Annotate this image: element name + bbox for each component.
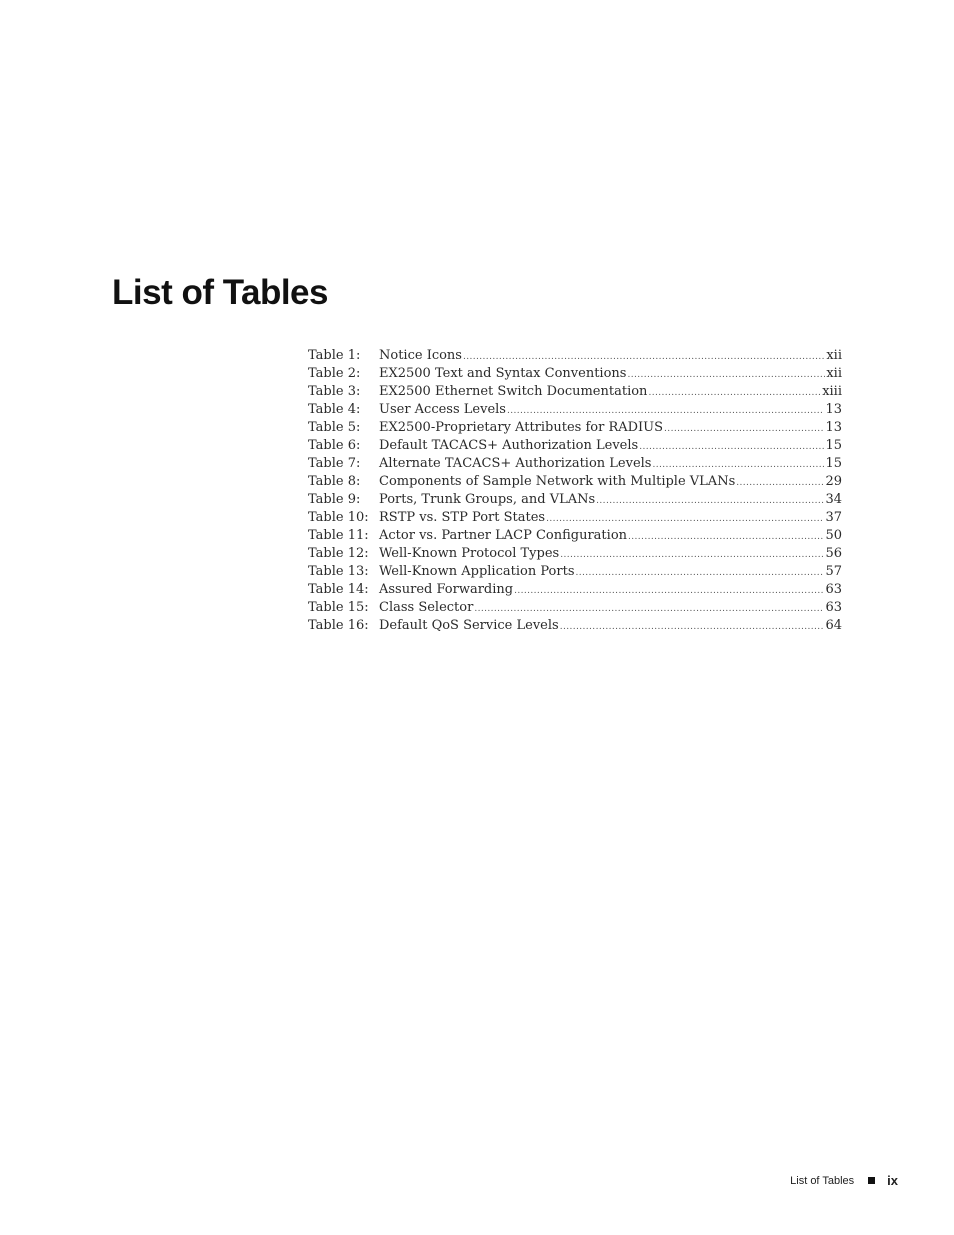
dot-leader <box>560 546 824 564</box>
toc-entry-number: Table 6: <box>308 438 361 453</box>
toc-entry-number: Table 3: <box>308 384 361 399</box>
toc-entry-number: Table 13: <box>308 564 369 579</box>
dot-leader <box>474 600 824 618</box>
toc-entry-page[interactable]: 29 <box>825 474 842 489</box>
toc-entry[interactable] <box>308 527 842 545</box>
toc-entry-number: Table 16: <box>308 618 369 633</box>
toc-entry-number: Table 15: <box>308 600 369 615</box>
toc-entry-number: Table 11: <box>308 528 369 543</box>
toc-entry-title[interactable]: Components of Sample Network with Multiple VLANs <box>379 474 736 489</box>
toc-entry-page[interactable]: 57 <box>825 564 842 579</box>
toc-entry-page[interactable]: 50 <box>825 528 842 543</box>
toc-entry-page[interactable]: 64 <box>825 618 842 633</box>
toc-entry-number: Table 10: <box>308 510 369 525</box>
toc-entry-title[interactable]: EX2500 Ethernet Switch Documentation <box>379 384 648 399</box>
toc-entry-number: Table 1: <box>308 348 361 363</box>
toc-entry-title[interactable]: Alternate TACACS+ Authorization Levels <box>379 456 652 471</box>
dot-leader <box>463 348 825 366</box>
dot-leader <box>507 402 824 420</box>
toc-entry-page[interactable]: 63 <box>825 600 842 615</box>
dot-leader <box>576 564 825 582</box>
dot-leader <box>628 528 824 546</box>
toc-entry-title[interactable]: Well-Known Application Ports <box>379 564 575 579</box>
toc-entry-page[interactable]: 15 <box>825 456 842 471</box>
dot-leader <box>736 474 824 492</box>
square-bullet-icon <box>868 1177 875 1184</box>
toc-entry[interactable] <box>308 563 842 581</box>
toc-entry-number: Table 7: <box>308 456 361 471</box>
toc-entry[interactable] <box>308 455 842 473</box>
toc-entry-number: Table 12: <box>308 546 369 561</box>
toc-entry-page[interactable]: 63 <box>825 582 842 597</box>
table-of-contents <box>308 347 842 635</box>
toc-entry-number: Table 8: <box>308 474 361 489</box>
toc-entry[interactable] <box>308 545 842 563</box>
toc-entry[interactable] <box>308 473 842 491</box>
page-title: List of Tables <box>112 273 328 312</box>
dot-leader <box>639 438 824 456</box>
dot-leader <box>546 510 824 528</box>
toc-entry[interactable] <box>308 383 842 401</box>
toc-entry-title[interactable]: Default QoS Service Levels <box>379 618 559 633</box>
page-footer <box>790 1173 898 1188</box>
dot-leader <box>652 456 824 474</box>
toc-entry-title[interactable]: Notice Icons <box>379 348 462 363</box>
toc-entry-page[interactable]: 13 <box>825 402 842 417</box>
footer-section-label: List of Tables <box>790 1174 855 1187</box>
toc-entry-page[interactable]: xii <box>826 348 842 363</box>
toc-entry[interactable] <box>308 581 842 599</box>
dot-leader <box>596 492 824 510</box>
toc-entry-number: Table 4: <box>308 402 361 417</box>
toc-entry-title[interactable]: EX2500-Proprietary Attributes for RADIUS <box>379 420 664 435</box>
toc-entry-page[interactable]: 13 <box>825 420 842 435</box>
dot-leader <box>648 384 821 402</box>
toc-entry-page[interactable]: 56 <box>825 546 842 561</box>
toc-entry[interactable] <box>308 365 842 383</box>
toc-entry[interactable] <box>308 419 842 437</box>
toc-entry-title[interactable]: Well-Known Protocol Types <box>379 546 560 561</box>
toc-entry[interactable] <box>308 401 842 419</box>
footer-page-number: ix <box>887 1173 898 1188</box>
dot-leader <box>560 618 825 636</box>
toc-entry-number: Table 2: <box>308 366 361 381</box>
toc-entry-number: Table 5: <box>308 420 361 435</box>
toc-entry-page[interactable]: 34 <box>825 492 842 507</box>
toc-entry[interactable] <box>308 491 842 509</box>
toc-entry-title[interactable]: Class Selector <box>379 600 474 615</box>
dot-leader <box>514 582 824 600</box>
toc-entry-page[interactable]: 37 <box>825 510 842 525</box>
toc-entry[interactable] <box>308 599 842 617</box>
toc-entry-number: Table 14: <box>308 582 369 597</box>
toc-entry-title[interactable]: EX2500 Text and Syntax Conventions <box>379 366 627 381</box>
toc-entry-number: Table 9: <box>308 492 361 507</box>
dot-leader <box>664 420 824 438</box>
toc-entry-title[interactable]: User Access Levels <box>379 402 506 417</box>
toc-entry-page[interactable]: xiii <box>822 384 842 399</box>
toc-entry[interactable] <box>308 437 842 455</box>
toc-entry-title[interactable]: RSTP vs. STP Port States <box>379 510 546 525</box>
toc-entry-title[interactable]: Ports, Trunk Groups, and VLANs <box>379 492 596 507</box>
toc-entry-page[interactable]: xii <box>826 366 842 381</box>
toc-entry[interactable] <box>308 617 842 635</box>
toc-entry-title[interactable]: Default TACACS+ Authorization Levels <box>379 438 639 453</box>
toc-entry-title[interactable]: Assured Forwarding <box>379 582 514 597</box>
toc-entry[interactable] <box>308 347 842 365</box>
dot-leader <box>627 366 825 384</box>
toc-entry-title[interactable]: Actor vs. Partner LACP Configuration <box>379 528 628 543</box>
toc-entry-page[interactable]: 15 <box>825 438 842 453</box>
toc-entry[interactable] <box>308 509 842 527</box>
